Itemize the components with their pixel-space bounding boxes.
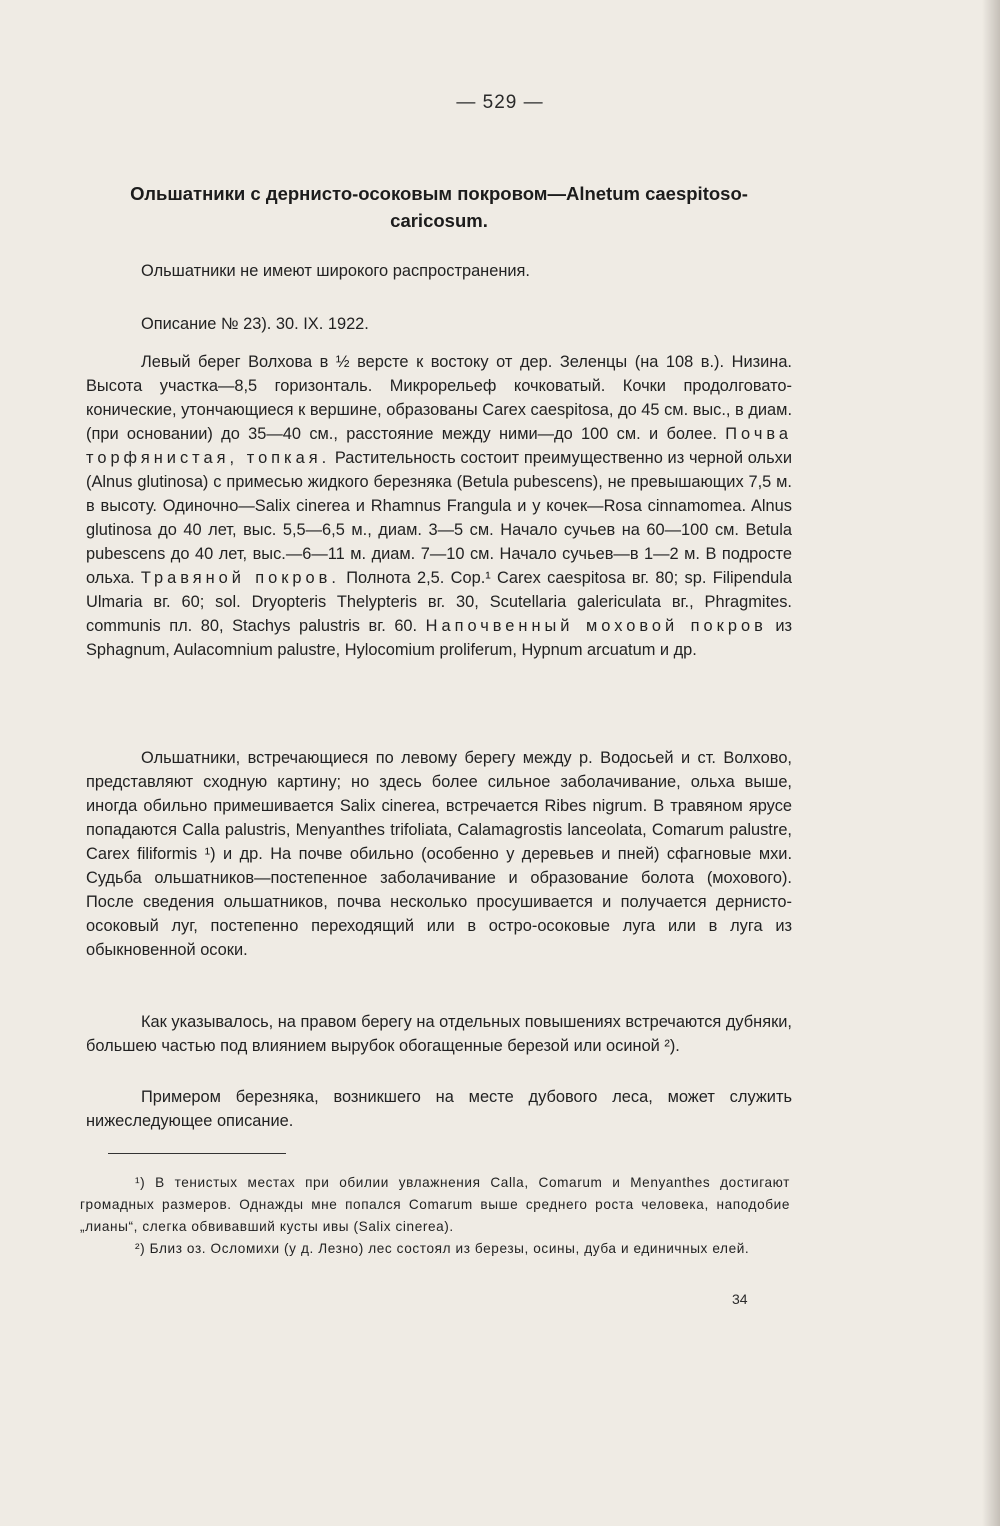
paragraph-site-description	[86, 350, 792, 662]
footnote-divider	[108, 1153, 286, 1154]
footnote-1: ¹) В тенистых местах при обилии увлажнения Calla, Comarum и Menyanthes достигают громадных размеров. Однажды мне попался Comarum выше среднего роста человека, наподобие „лианы“, слегка обвивавший кусты ивы (Salix cinerea).	[80, 1175, 790, 1234]
paragraph-left-bank-alder: Ольшатники, встречающиеся по левому берегу между р. Водосьей и ст. Волхово, представляют сходную картину; но здесь более сильное заболачивание, ольха выше, иногда обильно примешивается Salix cinerea, встречается Ribes nigrum. В травяном ярусе попадаются Calla palustris, Menyanthes trifoliata, Calamagrostis lanceolata, Comarum palustre, Carex filiformis ¹) и др. На почве обильно (особенно у деревьев и пней) сфагновые мхи. Судьба ольшатников—постепенное заболачивание и образование болота (мохового). После сведения ольшатников, почва несколько просушивается и получается дернисто-осоковый луг, постепенно переходящий или в остро-осоковые луга или в луга из обыкновенной осоки.	[86, 749, 792, 959]
moss-cover-label: Напочвенный моховой покров	[425, 617, 767, 635]
site-text-part-4: из Sphagnum, Aulacomnium palustre, Hylocomium proliferum, Hypnum arcuatum и др.	[86, 617, 792, 659]
paragraph-description-number: Описание № 23). 30. IX. 1922.	[141, 315, 369, 333]
paragraph-intro: Ольшатники не имеют широкого распространения.	[141, 262, 530, 280]
page-edge-shadow	[982, 0, 1000, 1526]
section-heading: Ольшатники с дернисто-осоковым покровом—Alnetum caespitoso-caricosum.	[130, 183, 748, 231]
footnote-2: ²) Близ оз. Осломихи (у д. Лезно) лес состоял из березы, осины, дуба и единичных елей.	[135, 1241, 750, 1256]
signature-mark: 34	[732, 1291, 748, 1307]
paragraph-oak-groves: Как указывалось, на правом берегу на отдельных повышениях встречаются дубняки, большею частью под влиянием вырубок обогащенные березой или осиной ²).	[86, 1013, 792, 1055]
site-text-part-3: Полнота 2,5. Cop.¹ Carex caespitosa вг. 80; sp. Filipendula Ulmaria вг. 60; sol. Dryopteris Thelypteris вг. 30, Scutellaria galericulata вг., Phragmites. communis пл. 80, Stachys palustris вг. 60.	[86, 569, 792, 635]
grass-cover-label: Травяной покров.	[140, 569, 340, 587]
soil-label: Почва торфянистая, топкая.	[86, 425, 792, 467]
paragraph-birch-example: Примером березняка, возникшего на месте дубового леса, может служить нижеследующее описание.	[86, 1088, 792, 1130]
site-text-part-1: Левый берег Волхова в ½ версте к востоку от дер. Зеленцы (на 108 в.). Низина. Высота участка—8,5 горизонталь. Микрорельеф кочковатый. Кочки продолговато-конические, утончающиеся к вершине, образованы Carex caespitosa, до 45 см. выс., в диам. (при основании) до 35—40 см., расстояние между ними—до 100 см. и более.	[86, 353, 792, 443]
page-number: — 529 —	[456, 92, 544, 113]
site-text-part-2: Растительность состоит преимущественно из черной ольхи (Alnus glutinosa) с примесью жидкого березняка (Betula pubescens), не превышающих 7,5 м. в высоту. Одиночно—Salix cinerea и Rhamnus Frangula и у кочек—Rosa cinnamomea. Alnus glutinosa до 40 лет, выс. 5,5—6,5 м., диам. 3—5 см. Начало сучьев на 60—100 см. Betula pubescens до 40 лет, выс.—6—11 м. диам. 7—10 см. Начало сучьев—в 1—2 м. В подросте ольха.	[86, 449, 792, 587]
